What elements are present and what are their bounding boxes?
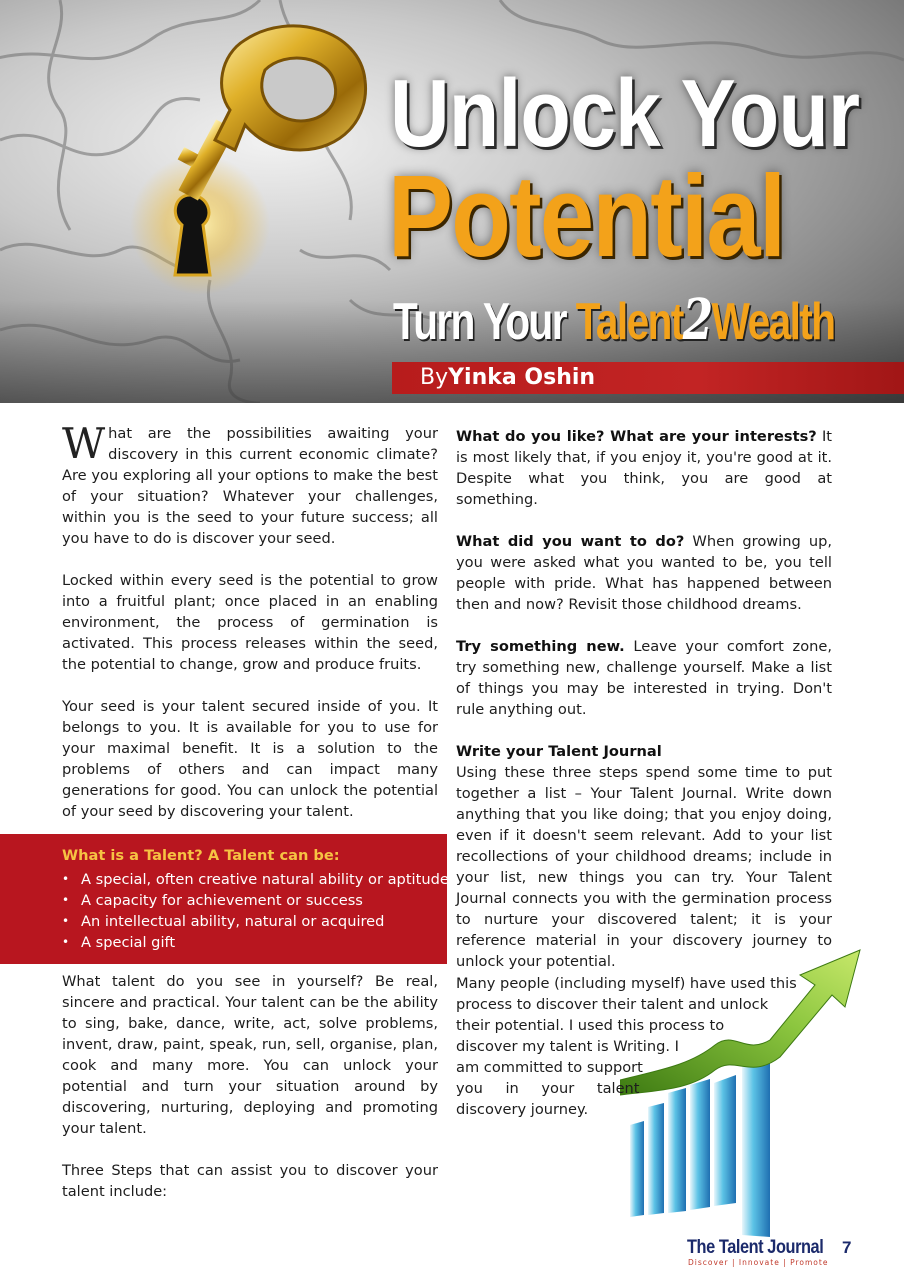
page-number: 7 xyxy=(842,1238,852,1257)
byline-bar xyxy=(392,362,904,394)
headline-line-2: Potential xyxy=(388,151,785,281)
closing-line: process to discover their talent and unlock xyxy=(456,996,769,1013)
journal-heading: Write your Talent Journal xyxy=(456,743,662,760)
hero-banner xyxy=(0,0,904,403)
closing-line: am committed to support xyxy=(456,1059,643,1076)
subheadline-talent: Talent xyxy=(575,293,683,351)
footer-tagline: Discover | Innovate | Promote xyxy=(688,1258,829,1267)
right-column-bottom xyxy=(456,973,832,1120)
list-item: • A capacity for achievement or success xyxy=(62,890,442,911)
keyhole-icon xyxy=(175,195,210,275)
closing-line: discover my talent is Writing. I xyxy=(456,1038,679,1055)
left-column-bottom xyxy=(62,971,438,1223)
seed-paragraph: Locked within every seed is the potential to grow into a fruitful plant; once placed in an enabling environment, the process of germination is activated. This process releases within the seed, the potential to change, grow and produce fruits. xyxy=(62,572,438,673)
what-talent-paragraph: What talent do you see in yourself? Be real, sincere and practical. Your talent can be the ability to sing, bake, dance, write, act, solve problems, invent, draw, paint, speak, run, sell, organise, plan, cook and many more. You can unlock your potential and turn your situation around by discovering, nurturing, deploying and promoting your talent. xyxy=(62,973,438,1137)
step-try-new: Try something new. Leave your comfort zone, try something new, challenge yourself. Make a list of things you may be interested in trying. Don't rule anything out. xyxy=(456,638,832,718)
dropcap: W xyxy=(62,419,106,468)
talent-box-heading: What is a Talent? A Talent can be: xyxy=(62,847,340,864)
closing-line: their potential. I used this process to xyxy=(456,1017,725,1034)
list-item: • A special gift xyxy=(62,932,442,953)
closing-line: Many people (including myself) have used this xyxy=(456,975,797,992)
step-childhood: What did you want to do? When growing up, you were asked what you wanted to be, you tell people with pride. What has happened between then and now? Revisit those childhood dreams. xyxy=(456,533,832,613)
talent-definition-box xyxy=(0,834,447,964)
byline-prefix: By xyxy=(420,365,449,390)
subheadline-two: 2 xyxy=(682,287,712,353)
left-column-top xyxy=(62,419,438,843)
subheadline xyxy=(393,287,835,353)
subheadline-wealth: Wealth xyxy=(711,293,835,351)
list-item: • An intellectual ability, natural or acquired xyxy=(62,911,442,932)
right-column-top xyxy=(456,426,832,993)
step-interests: What do you like? What are your interests? It is most likely that, if you enjoy it, you're good at it. Despite what you think, you are good at something. xyxy=(456,428,833,508)
closing-line: you in your talent xyxy=(456,1080,640,1097)
headline-line-1: Unlock Your xyxy=(390,60,860,167)
golden-key-icon xyxy=(178,26,366,201)
byline-author: Yinka Oshin xyxy=(448,365,596,390)
talent-definition-list xyxy=(62,869,449,953)
journal-paragraph: Using these three steps spend some time to put together a list – Your Talent Journal. Write down anything that you like doing; that you enjoy doing, even if it doesn't seem relevant. Add to your list recollections of your childhood dreams; include in your list, new things you can try. Your Talent Journal connects you with the germination process to nurture your discovered talent; it is your reference material in your discovery journey to unlock your potential. xyxy=(456,764,832,970)
closing-line: discovery journey. xyxy=(456,1101,589,1118)
list-item: • A special, often creative natural ability or aptitude xyxy=(62,869,442,890)
subheadline-turn-your: Turn Your xyxy=(393,293,576,351)
talent-seed-paragraph: Your seed is your talent secured inside of you. It belongs to you. It is available for you to use for your maximal benefit. It is a solution to the problems of others and can impact many generations for good. You can unlock the potential of your seed by discovering your talent. xyxy=(62,698,438,820)
three-steps-paragraph: Three Steps that can assist you to discover your talent include: xyxy=(62,1162,438,1200)
footer-brand: The Talent Journal xyxy=(687,1237,824,1258)
intro-paragraph: What are the possibilities awaiting your discovery in this current economic climate? Are you exploring all your options to make the best of your situation? Whatever your challenges, within you is the seed to your future success; all you have to do is discover your seed. xyxy=(62,419,438,547)
